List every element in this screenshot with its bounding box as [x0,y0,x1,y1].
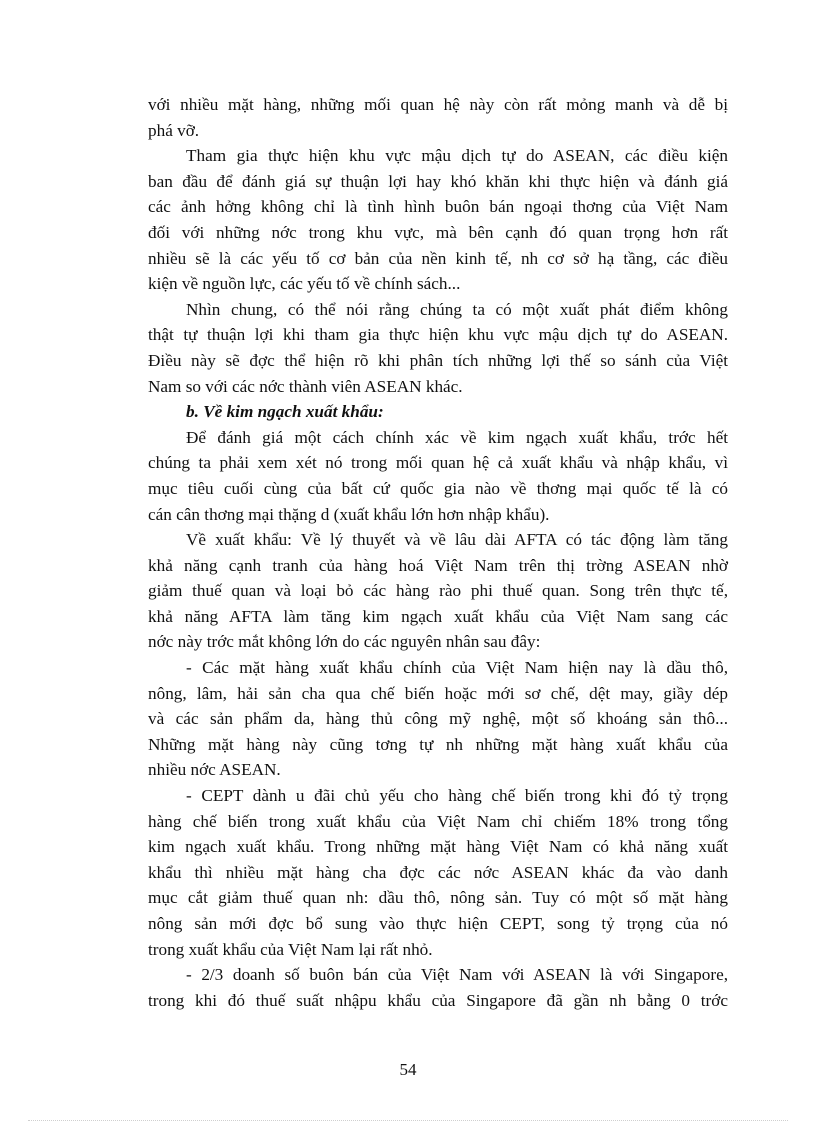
text-line: khẩu thì nhiều mặt hàng cha đợc các nớc ASEAN khác đa vào danh [148,862,728,882]
text-line: - 2/3 doanh số buôn bán của Việt Nam với ASEAN là với Singapore, [186,965,728,985]
page-number: 54 [399,1060,417,1079]
text-line: mục tiêu cuối cùng của bất cứ quốc gia nào về thơng mại quốc tế là có [148,478,728,498]
text-line: Nhìn chung, có thể nói rằng chúng ta có một xuất phát điểm không [186,299,728,319]
text-line: Nam so với các nớc thành viên ASEAN khác. [148,376,463,396]
document-body [148,92,728,1013]
text-line: giảm thuế quan và loại bỏ các hàng rào phi thuế quan. Song trên thực tế, [148,581,728,601]
text-line: nông, lâm, hải sản cha qua chế biến hoặc mới sơ chế, dệt may, giầy dép [148,683,728,703]
text-line: kiện về nguồn lực, các yếu tố về chính sách... [148,274,461,294]
text-line: các ảnh hởng không chỉ là tình hình buôn bán ngoại thơng của Việt Nam [148,197,728,217]
section-heading: b. Về kim ngạch xuất khẩu: [186,402,384,422]
text-line: Điều này sẽ đợc thể hiện rõ khi phân tích những lợi thế so sánh của Việt [148,350,728,370]
text-line: - Các mặt hàng xuất khẩu chính của Việt Nam hiện nay là dầu thô, [186,658,728,678]
text-line: nông sản mới đợc bổ sung vào thực hiện CEPT, song tỷ trọng của nó [148,914,728,933]
text-line: ban đầu để đánh giá sự thuận lợi hay khó khăn khi thực hiện và đánh giá [148,171,728,191]
text-line: nhiều sẽ là các yếu tố cơ bản của nền kinh tế, nh cơ sở hạ tầng, các điều [148,248,728,268]
text-line: - CEPT dành u đãi chủ yếu cho hàng chế biến trong khi đó tỷ trọng [186,786,728,806]
text-line: thật tự thuận lợi khi tham gia thực hiện khu vực mậu dịch tự do ASEAN. [148,325,728,345]
text-line: và các sản phẩm da, hàng thủ công mỹ nghệ, một số khoáng sản thô... [148,709,728,729]
text-line: Tham gia thực hiện khu vực mậu dịch tự do ASEAN, các điều kiện [186,146,728,166]
page-bottom-divider [28,1120,788,1121]
text-line: với nhiều mặt hàng, những mối quan hệ này còn rất mỏng manh và dễ bị [148,95,728,114]
text-line: khả năng AFTA làm tăng kim ngạch xuất khẩu của Việt Nam sang các [148,606,728,626]
text-line: kim ngạch xuất khẩu. Trong những mặt hàng Việt Nam có khả năng xuất [148,837,728,857]
text-line: chúng ta phải xem xét nó trong mối quan hệ cả xuất khẩu và nhập khẩu, vì [148,453,728,473]
text-line: đối với những nớc trong khu vực, mà bên cạnh đó quan trọng hơn rất [148,222,728,242]
text-line: nớc này trớc mắt không lớn do các nguyên nhân sau đây: [148,632,541,652]
text-line: khả năng cạnh tranh của hàng hoá Việt Nam trên thị trờng ASEAN nhờ [148,555,728,575]
text-line: trong khi đó thuế suất nhậpu khẩu của Singapore đã gần nh bằng 0 trớc [148,990,728,1010]
text-line: phá vỡ. [148,120,200,140]
text-line: trong xuất khẩu của Việt Nam lại rất nhỏ. [148,939,433,959]
text-line: mục cắt giảm thuế quan nh: dầu thô, nông sản. Tuy có một số mặt hàng [148,888,728,908]
text-line: Về xuất khẩu: Về lý thuyết và về lâu dài AFTA có tác động làm tăng [186,530,728,550]
text-line: hàng chế biến trong xuất khẩu của Việt Nam chỉ chiếm 18% trong tổng [148,811,728,831]
text-line: Những mặt hàng này cũng tơng tự nh những mặt hàng xuất khẩu của [148,734,728,754]
text-line: nhiều nớc ASEAN. [148,760,281,780]
text-line: Để đánh giá một cách chính xác về kim ngạch xuất khẩu, trớc hết [186,427,728,447]
text-line: cán cân thơng mại thặng d (xuất khẩu lớn hơn nhập khẩu). [148,504,550,524]
